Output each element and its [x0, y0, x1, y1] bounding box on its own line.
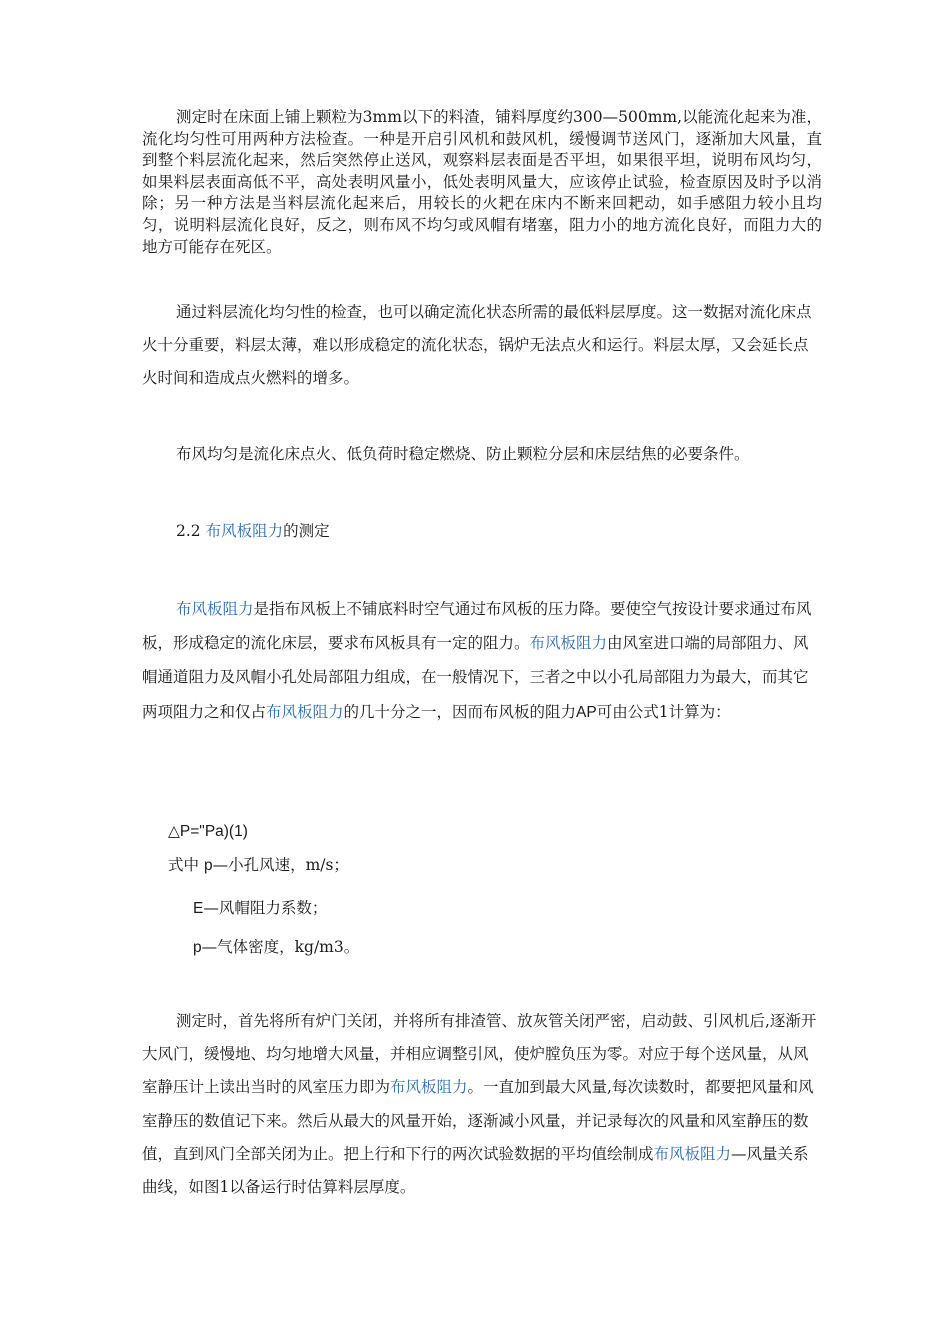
- symbol-rho: p: [193, 939, 202, 956]
- paragraph-4-text-1: 是指布风板上不铺底料时空气通过布风板的压力降。要使空气按设计要求通过布风板，形成稳定的流化床层，要求布风板具有一定的阻力。: [142, 600, 812, 653]
- paragraph-5-text-1: 测定时，首先将所有炉门关闭，并将所有排渣管、放灰管关闭严密，启动鼓、引风机后,逐渐开大风门，缓慢地、均匀地增大风量，并相应调整引风，使炉膛负压为零。对应于每个送风量，从风室静压计上读出当时的风室压力即为: [142, 1012, 817, 1097]
- paragraph-5-text-2: 。一直加到最大风量,每次读数时，都要把风量和风室静压的数值记下来。然后从最大的风量开始，逐渐减小风量，并记录每次的风量和风室静压的数值，直到风门全部关闭为止。把上行和下行的两次试验数据的平均值绘制成: [142, 1078, 814, 1163]
- definition-e-text: —风帽阻力系数；: [203, 899, 328, 917]
- definition-rho-text: —气体密度，kg/m3。: [201, 938, 360, 956]
- formula-1: △P="Pa)(1): [168, 823, 248, 840]
- paragraph-4-text-2: 由风室进口端的局部阻力、风帽通道阻力及风帽小孔处局部阻力组成，在一般情况下，三者之中以小孔局部阻力为最大，而其它两项阻力之和仅占: [142, 634, 809, 721]
- paragraph-4-text-3: 的几十分之一，因而布风板的阻力: [343, 702, 577, 721]
- section-number: 2.2: [176, 522, 206, 540]
- paragraph-1-text: 测定时在床面上铺上颗粒为3mm以下的料渣，铺料厚度约300—500mm,以能流化起来为准，流化均匀性可用两种方法检查。一种是开启引风机和鼓风机，缓慢调节送风门，逐渐加大风量，直到整个料层流化起来，然后突然停止送风，观察料层表面是否平坦，如果很平坦，说明布风均匀，如果料层表面高低不平，高处表明风量小，低处表明风量大，应该停止试验，检查原因及时予以消除；另一种方法是当料层流化起来后，用较长的火耙在床内不断来回耙动，如手感阻力较小且均匀，说明料层流化良好，反之，则布风不均匀或风帽有堵塞，阻力小的地方流化良好，而阻力大的地方可能存在死区。: [142, 108, 822, 256]
- definition-hole-velocity: [168, 853, 349, 878]
- paragraph-4-text-4: 可由公式1计算为：: [596, 702, 731, 721]
- definition-resistance-coefficient: [193, 896, 327, 921]
- delta-p-symbol: AP: [576, 703, 597, 721]
- definition-w-text: —小孔风速，m/s；: [212, 856, 349, 874]
- paragraph-resistance-definition: [142, 592, 817, 730]
- link-air-distributor-resistance-3[interactable]: 布风板阻力: [266, 702, 344, 721]
- section-heading-suffix: 的测定: [283, 522, 330, 540]
- symbol-w: p: [203, 857, 213, 874]
- link-air-distributor-resistance-5[interactable]: 布风板阻力: [653, 1144, 732, 1163]
- definition-gas-density: [193, 935, 359, 960]
- paragraph-5-text-3: —风量关系曲线，如图1以备运行时估算料层厚度。: [142, 1144, 809, 1197]
- paragraph-2-text: 通过料层流化均匀性的检查，也可以确定流化状态所需的最低料层厚度。这一数据对流化床点火十分重要，料层太薄，难以形成稳定的流化状态，锅炉无法点火和运行。料层太厚，又会延长点火时间和造成点火燃料的增多。: [142, 303, 812, 387]
- section-heading: [176, 519, 330, 543]
- link-air-distributor-resistance-2[interactable]: 布风板阻力: [529, 634, 608, 653]
- paragraph-uniform-air: [142, 442, 817, 466]
- paragraph-3-text: 布风均匀是流化床点火、低负荷时稳定燃烧、防止颗粒分层和床层结焦的必要条件。: [176, 445, 750, 463]
- link-air-distributor-resistance-1[interactable]: 布风板阻力: [176, 600, 254, 618]
- paragraph-measurement-procedure: [142, 1005, 817, 1204]
- paragraph-fluidization-test: [142, 107, 822, 258]
- heading-link-air-distributor-resistance[interactable]: 布风板阻力: [205, 522, 284, 540]
- link-air-distributor-resistance-4[interactable]: 布风板阻力: [390, 1078, 468, 1097]
- definition-prefix: 式中: [168, 856, 204, 874]
- symbol-xi: E: [193, 900, 204, 917]
- paragraph-min-bed-thickness: [142, 296, 817, 395]
